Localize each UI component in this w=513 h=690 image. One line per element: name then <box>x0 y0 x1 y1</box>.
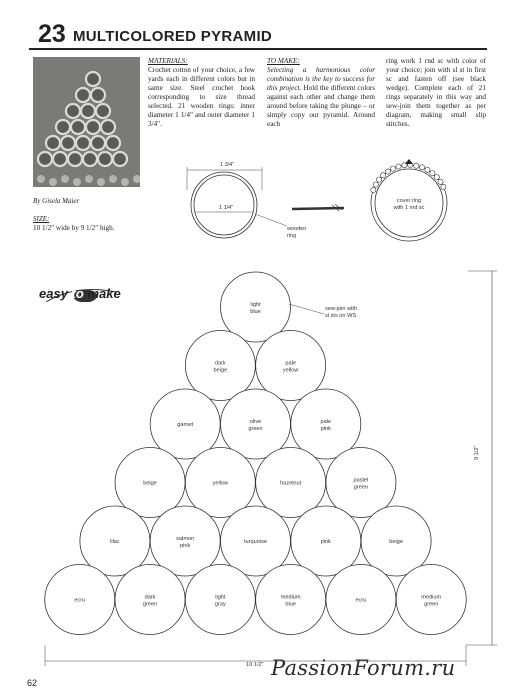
ring-color-label: olive green <box>248 418 263 432</box>
sc-stitch <box>371 187 376 192</box>
sc-stitch <box>438 179 443 184</box>
ring-color-label: dark green <box>142 594 158 608</box>
badge-word-make: make <box>83 286 121 301</box>
ring-color-label: medium green <box>421 594 442 608</box>
pyramid-ring <box>256 331 326 401</box>
pyramid-ring <box>221 272 291 342</box>
pyramid-ring <box>326 565 396 635</box>
pyramid-ring <box>256 448 326 518</box>
sew-join-callout <box>289 304 357 319</box>
ring-color-label: beige <box>143 480 157 487</box>
ring-pyramid <box>45 272 467 635</box>
wooden-ring-label: wooden ring <box>287 226 307 239</box>
height-label: 9 1/2" <box>474 445 480 460</box>
ring-color-label: salmon pink <box>176 535 195 549</box>
to-make-heading: TO MAKE: <box>267 57 300 65</box>
sc-stitch <box>373 182 378 187</box>
ring-color-label: yellow <box>212 480 229 487</box>
ring-color-label: ecru <box>74 597 86 604</box>
height-dimension <box>466 271 497 645</box>
to-make-italic-text: Selecting a harmonious color combination is the key to success for this project. <box>267 66 375 92</box>
sew-join-label: sew-join with sl sts on WS <box>325 306 358 319</box>
black-wedge-icon <box>405 159 413 164</box>
ring-color-label: light blue <box>250 301 261 315</box>
sc-stitch <box>434 175 439 180</box>
materials-heading: MATERIALS: <box>148 57 188 65</box>
pyramid-ring <box>396 565 466 635</box>
ring-color-label: pink <box>320 539 331 545</box>
sc-stitch <box>414 163 419 168</box>
pyramid-ring <box>361 506 431 576</box>
ring-color-label: light gray <box>214 594 226 608</box>
ring-color-label: garnet <box>177 422 194 428</box>
sc-stitch <box>390 166 395 171</box>
sc-stitch <box>377 177 382 182</box>
sc-stitch <box>419 165 424 170</box>
to-make-text: Hold the different colors against each other and change them around before taking the plunge – or simply copy our pyramid. Around each <box>267 84 375 128</box>
pyramid-ring <box>221 389 291 459</box>
materials-text: Crochet cotton of your choice, a few yards each in different colors but in same size. Steel crochet hook corresponding to size thread selected. 21 wooden rings: inner diameter 1 1/4" and outer diameter 1 3/4". <box>148 66 255 128</box>
sc-stitch <box>430 171 435 176</box>
pyramid-ring <box>80 506 150 576</box>
sc-stitch <box>396 164 401 169</box>
pyramid-ring <box>291 389 361 459</box>
pyramid-ring <box>150 389 220 459</box>
ring-color-label: dark beige <box>213 360 228 374</box>
ring-color-label: turquoise <box>243 539 268 545</box>
project-title: MULTICOLORED PYRAMID <box>73 28 273 45</box>
pyramid-ring <box>150 506 220 576</box>
width-label: 10 1/2" <box>246 662 264 668</box>
ring-color-label: ecru <box>355 597 367 604</box>
pyramid-ring <box>185 565 255 635</box>
sc-stitch <box>385 169 390 174</box>
pyramid-ring <box>326 448 396 518</box>
sc-stitch <box>425 167 430 172</box>
pyramid-ring <box>185 331 255 401</box>
size-label: SIZE: <box>33 215 50 223</box>
outer-diameter-label: 1 3/4" <box>220 162 235 168</box>
ring-color-label: pastel green <box>353 477 369 491</box>
ring-color-label: hazelnut <box>280 480 302 487</box>
ring-color-label: medium blue <box>280 594 301 608</box>
crochet-hook-icon <box>292 204 344 211</box>
pyramid-ring <box>256 565 326 635</box>
project-number: 23 <box>38 20 66 48</box>
pyramid-ring <box>115 565 185 635</box>
covered-ring-diagram <box>371 159 447 241</box>
sc-stitch <box>441 184 446 189</box>
page-number: 62 <box>27 678 38 688</box>
pyramid-ring <box>115 448 185 518</box>
ring-color-label: beige <box>389 539 403 545</box>
watermark: PassionForum.ru <box>271 656 456 680</box>
badge-word-easy: easy <box>39 286 72 301</box>
inner-diameter-label: 1 1/4" <box>219 205 234 211</box>
cover-ring-label: cover ring with 1 rnd sc <box>393 198 425 211</box>
pyramid-ring <box>221 506 291 576</box>
pyramid-ring <box>185 448 255 518</box>
designer-credit: By Gisela Maier <box>33 197 80 205</box>
badge-word-to: to <box>71 286 84 301</box>
ring-color-label: lilac <box>110 539 120 545</box>
pyramid-ring <box>45 565 115 635</box>
ring-color-label: pale yellow <box>282 360 299 374</box>
wooden-ring-diagram <box>187 162 306 239</box>
pyramid-ring <box>291 506 361 576</box>
instructions-text: ring work 1 rnd sc with color of your choice; join with sl st in first sc and fasten off (see black wedge). Complete each of 21 rings separately in this way and sew-join them together as per diagram, making small slip stitches. <box>386 57 486 128</box>
size-text: 10 1/2" wide by 9 1/2" high. <box>33 224 115 232</box>
sc-stitch <box>381 173 386 178</box>
ring-color-label: pale pink <box>320 418 332 432</box>
